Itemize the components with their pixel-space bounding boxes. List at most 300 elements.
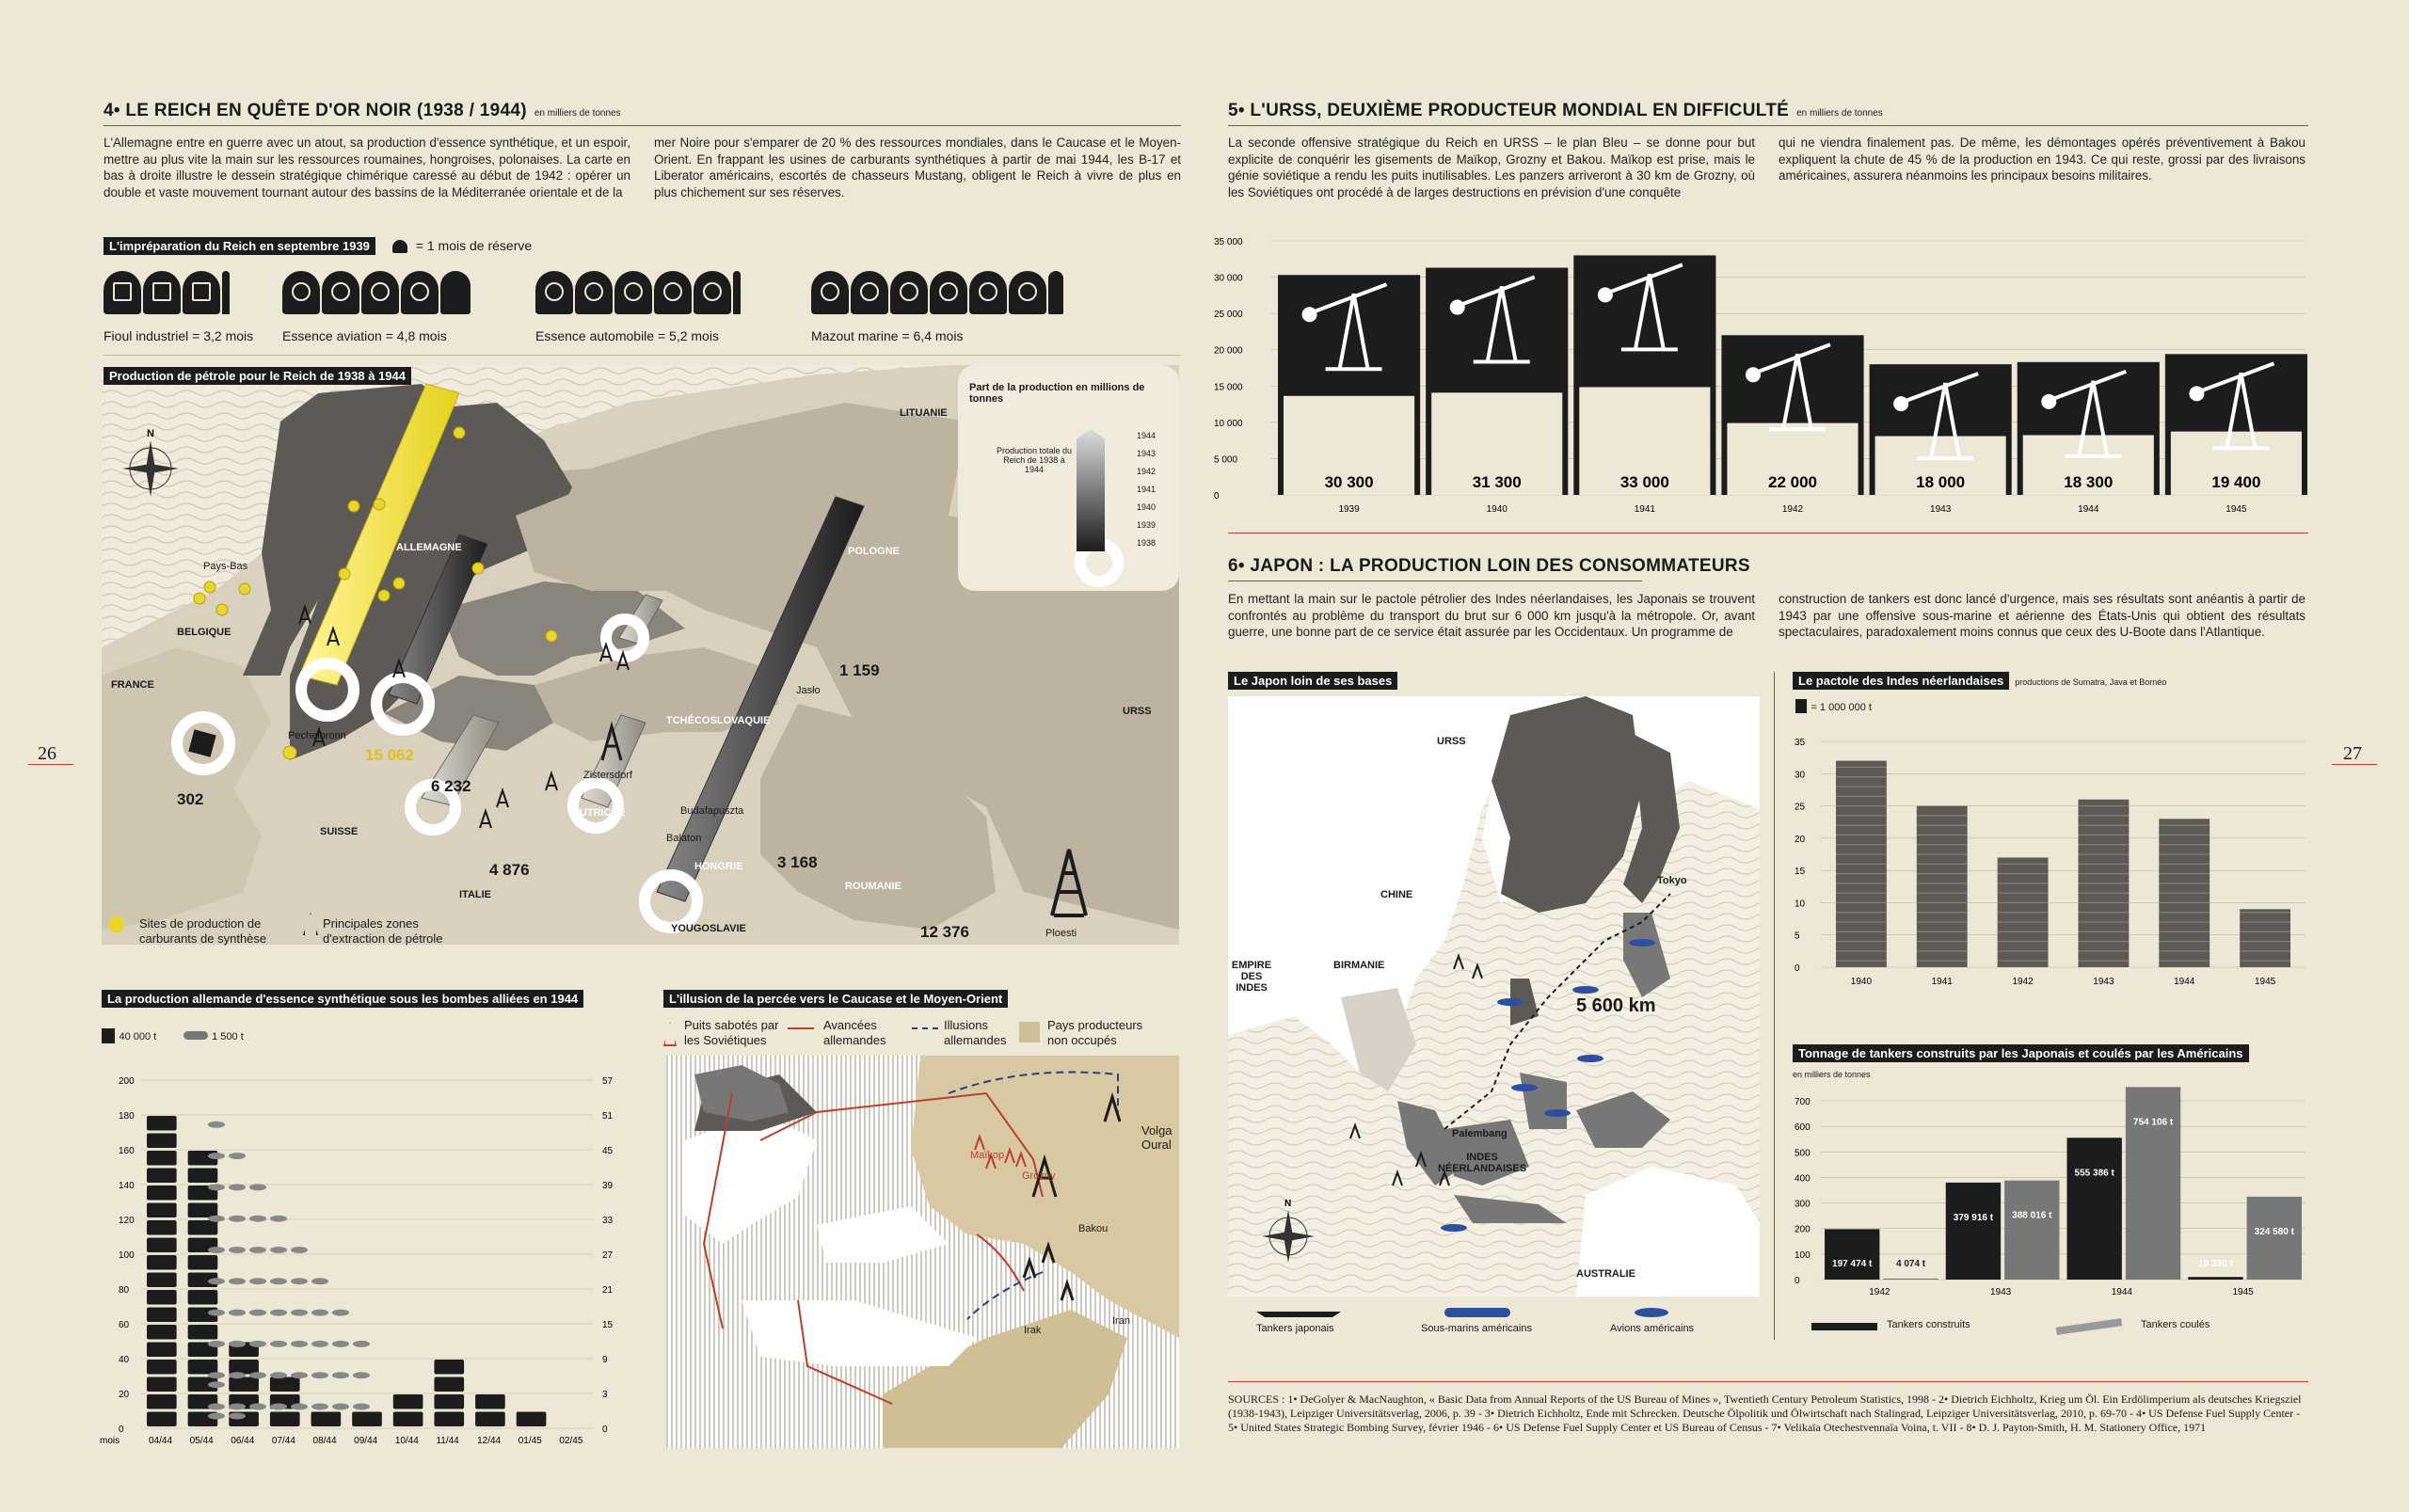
map1-legend-stack (1077, 429, 1105, 551)
y-tick-label: 25 000 (1214, 310, 1243, 321)
reserve-barrel (222, 271, 230, 314)
propeller-icon (371, 282, 390, 301)
bomb-mark (208, 1184, 225, 1190)
y-tick-label: 100 (1795, 1249, 1811, 1261)
bomb-mark (208, 1310, 225, 1316)
x-tick-label: 1942 (2012, 977, 2034, 987)
bomb-mark (332, 1372, 349, 1378)
x-tick-label: 1939 (1338, 504, 1360, 515)
barrel-mark (229, 1360, 259, 1375)
y-tick-label: 300 (1795, 1199, 1811, 1210)
y-tick-label: 0 (1795, 963, 1800, 974)
y-tick-label: 20 (1795, 834, 1806, 845)
bomb-mark (353, 1341, 370, 1347)
bomb-mark (208, 1216, 225, 1222)
barrel-mark (147, 1412, 177, 1427)
propeller-icon (410, 282, 429, 301)
x-tick-label: 10/44 (394, 1436, 419, 1446)
map-production-reich (102, 365, 1179, 945)
tanker-sunk-icon (2056, 1318, 2122, 1335)
reserve-barrel (183, 271, 220, 314)
label-autriche: AUTRICHE (572, 807, 626, 819)
map1-title: Production de pétrole pour le Reich de 1938 à 1944 (104, 367, 411, 385)
legend-year: 1938 (1137, 538, 1157, 548)
label-roumanie: ROUMANIE (845, 881, 901, 892)
sources-rule (1228, 1381, 2308, 1382)
reserve-barrel (322, 271, 359, 314)
y-tick-label: 35 000 (1214, 237, 1243, 247)
section-4-rule (104, 125, 1181, 126)
bar-built-label: 197 474 t (1832, 1259, 1873, 1269)
map1-legend-synth: Sites de production de carburants de synthèse (139, 916, 267, 946)
barrel-mark (188, 1290, 218, 1305)
barrel-mark (434, 1394, 464, 1409)
bomb-mark (229, 1153, 246, 1159)
plane-icon (1635, 1308, 1668, 1317)
label-lituanie: LITUANIE (900, 407, 948, 419)
reserve-barrel (535, 271, 573, 314)
y-tick-label: 140 (119, 1181, 135, 1191)
y-tick-label: 30 (1795, 770, 1806, 781)
bar-sunk (2004, 1181, 2059, 1280)
unprep-label-aviation: Essence aviation = 4,8 mois (282, 328, 447, 343)
pumpjack-head (1450, 300, 1465, 315)
bar-built (2067, 1138, 2122, 1280)
y-tick-label: 180 (119, 1111, 135, 1122)
tankers-legend: Tankers construits Tankers coulés (1793, 1315, 2320, 1338)
bar-value-label: 18 300 (2064, 473, 2114, 491)
anchor-icon (939, 282, 958, 301)
y2-tick-label: 45 (602, 1146, 614, 1156)
x-tick-label: 1941 (1634, 504, 1655, 515)
bomb-mark (353, 1404, 370, 1410)
reserve-barrel (361, 271, 399, 314)
x-tick-label: 11/44 (436, 1436, 459, 1446)
bar-sunk-label: 324 580 t (2254, 1226, 2294, 1237)
bomb-mark (249, 1184, 266, 1190)
y-tick-label: 20 000 (1214, 345, 1243, 357)
wheel-icon (703, 282, 722, 301)
legend-year: 1942 (1137, 467, 1157, 476)
barrel-mark (147, 1203, 177, 1218)
x-tick-label: 1942 (1869, 1287, 1891, 1297)
barrel-mark (147, 1360, 177, 1375)
page-number-left: 26 (38, 743, 56, 764)
bomb-mark (229, 1372, 246, 1378)
x-tick-label: 04/44 (149, 1436, 173, 1446)
bomb-mark (208, 1404, 225, 1410)
value-allemagne-synth: 15 062 (365, 746, 414, 764)
bomb-mark (229, 1278, 246, 1284)
barrel-mark (393, 1412, 423, 1427)
pactole-chart (1783, 715, 2310, 997)
x-tick-label: 1940 (1486, 504, 1508, 515)
y-tick-label: 15 000 (1214, 382, 1243, 393)
section-6-text-col1: En mettant la main sur le pactole pétrolier des Indes néerlandaises, les Japonais se trouvent confrontés au problème du transport du brut sur 6 000 km jusqu'à la métropole. Or, avant guerre, une bonne part de ce service était assurée par les Occidentaux. Un programme de (1228, 592, 1755, 639)
section-6-text-col2: construction de tankers est donc lancé d'urgence, mais ses résultats sont anéantis à partir de 1943 par une offensive sous-marine et aérienne des États-Unis qui obtient des résultats spectaculaires, paradoxalement moins connus que ceux des U-Boote dans l'Atlantique. (1779, 592, 2305, 639)
bomb-mark (208, 1153, 225, 1159)
bomb-mark (311, 1310, 328, 1316)
label-grozny: Grozny (1022, 1170, 1056, 1182)
reserve-barrel (1009, 271, 1046, 314)
label-balaton: Balaton (666, 833, 702, 844)
barrel-mark (147, 1186, 177, 1201)
factory-icon (152, 282, 171, 301)
label-iran: Iran (1112, 1315, 1130, 1327)
barrel-mark (352, 1412, 382, 1427)
bomb-mark (291, 1341, 308, 1347)
barrel-mark (147, 1134, 177, 1149)
unprep-header: L'impréparation du Reich en septembre 1939 = 1 mois de réserve (104, 237, 532, 255)
map3-title: Le Japon loin de ses bases (1228, 672, 1397, 690)
y-tick-label: 5 000 (1214, 454, 1238, 466)
tankers-title: Tonnage de tankers construits par les Japonais et coulés par les Américains (1793, 1044, 2249, 1062)
barrel-icon (1795, 699, 1807, 713)
synth-chart-title: La production allemande d'essence synthétique sous les bombes alliées en 1944 (102, 990, 583, 1008)
pumpjack-head (1302, 307, 1317, 322)
y2-tick-label: 39 (602, 1181, 614, 1191)
bar-sunk (2126, 1087, 2180, 1280)
bomb-mark (249, 1404, 266, 1410)
section-4-text-col1: L'Allemagne entre en guerre avec un atout, sa production d'essence synthétique, et un espoir, mettre au plus vite la main sur les ressources roumaines, hongroises, polonaises. La carte en bas à droite illustre le dessein stratégique chimérique caressé au début de 1942 : opérer un double et vaste mouvement tournant autour des bassins de la Méditerranée orientale et de la (104, 135, 630, 199)
barrel-mark (311, 1412, 342, 1427)
barrel-mark (475, 1394, 505, 1409)
value-hongrie: 3 168 (777, 853, 818, 871)
label-indes-neerlandaises: INDES NÉERLANDAISES (1437, 1152, 1527, 1174)
map3-legend: Tankers japonais Sous-marins américains Avions américains (1228, 1306, 1760, 1340)
section-4-text-col2: mer Noire pour s'emparer de 20 % des ressources mondiales, dans le Caucase et le Moyen-Orient. En frappant les usines de carburants synthétiques à partir de mai 1944, les B-17 et Liberator américains, escortés de chasseurs Mustang, obligent le Reich à vivre de plus en plus chichement sur ses réserves. (654, 135, 1181, 199)
bomb-mark (270, 1341, 287, 1347)
anchor-icon (900, 282, 918, 301)
reserve-barrel (694, 271, 731, 314)
bomb-mark (270, 1247, 287, 1253)
pactole-legend: = 1 000 000 t (1795, 698, 1872, 715)
x-tick-label: 1941 (1931, 977, 1953, 987)
barrel-icon (392, 240, 407, 253)
reserve-barrel (654, 271, 692, 314)
unprep-label-mazout: Mazout marine = 6,4 mois (811, 328, 964, 343)
label-budafapuszta: Budafapuszta (680, 805, 744, 817)
bomb-mark (208, 1372, 225, 1378)
pumpjack-head (2189, 386, 2204, 401)
y2-tick-label: 33 (602, 1216, 614, 1226)
label-belgique: BELGIQUE (177, 627, 231, 638)
label-bakou: Bakou (1078, 1223, 1109, 1234)
bomb-mark (208, 1247, 225, 1253)
bar (1917, 806, 1968, 967)
barrel-mark (475, 1412, 505, 1427)
reserve-barrel (575, 271, 613, 314)
x-tick-label: 1944 (2078, 504, 2099, 515)
y2-tick-label: 0 (602, 1424, 608, 1435)
y-tick-label: 10 000 (1214, 418, 1243, 429)
bar-built (1825, 1229, 1879, 1280)
wheel-icon (663, 282, 682, 301)
y-tick-label: 120 (119, 1216, 135, 1226)
bomb-mark (311, 1404, 328, 1410)
map1-legend-total: Production totale du Reich de 1938 à 1944 (996, 446, 1073, 474)
barrel-mark (188, 1360, 218, 1375)
unprep-label-fioul: Fioul industriel = 3,2 mois (104, 328, 254, 343)
y-tick-label: 500 (1795, 1148, 1811, 1159)
bomb-mark (208, 1122, 225, 1128)
legend-year: 1939 (1137, 520, 1157, 530)
bar-sunk-label: 4 074 t (1895, 1259, 1926, 1269)
map1-legend-years (1137, 427, 1156, 552)
barrel-mark (147, 1238, 177, 1253)
section-5-rule (1228, 125, 2308, 126)
bomb-mark (229, 1404, 246, 1410)
barrel-mark (147, 1343, 177, 1358)
x-tick-label: 1943 (1930, 504, 1952, 515)
barrel-mark (188, 1325, 218, 1340)
page-rule-right (2332, 764, 2377, 765)
barrel-mark (147, 1290, 177, 1305)
label-pechelbronn: Pechelbronn (288, 730, 346, 741)
y2-tick-label: 15 (602, 1320, 614, 1330)
bomb-mark (332, 1341, 349, 1347)
barrel-mark (229, 1377, 259, 1393)
bomb-mark (270, 1216, 287, 1222)
barrel-mark (434, 1360, 464, 1375)
pactole-title: Le pactole des Indes néerlandaises productions de Sumatra, Java et Bornéo (1793, 672, 2166, 690)
label-palembang: Palembang (1452, 1128, 1508, 1139)
reserve-barrel (1048, 271, 1063, 314)
label-hongrie: HONGRIE (694, 861, 743, 872)
bomb-mark (249, 1310, 266, 1316)
factory-icon (192, 282, 211, 301)
value-allemagne: 6 232 (431, 777, 471, 795)
advance-arrow-icon (788, 1027, 814, 1029)
page-rule-left (28, 764, 73, 765)
synth-chart (94, 1052, 621, 1447)
bomb-mark (291, 1404, 308, 1410)
barrel-mark (147, 1394, 177, 1409)
x-tick-label: 1940 (1850, 977, 1873, 987)
sabotaged-well-icon (663, 1022, 677, 1046)
bomb-mark (249, 1372, 266, 1378)
bar-sunk (2247, 1197, 2302, 1280)
tanker-built-icon (1811, 1323, 1877, 1330)
bomb-mark (229, 1341, 246, 1347)
bomb-mark (249, 1341, 266, 1347)
svg-text:N: N (1284, 1199, 1292, 1209)
x-tick-label: 1945 (2254, 977, 2276, 987)
legend-year: 1944 (1137, 431, 1157, 440)
wheel-icon (624, 282, 643, 301)
barrel-mark (147, 1273, 177, 1288)
tankers-subtitle: en milliers de tonnes (1793, 1070, 1871, 1079)
x-tick-label: 07/44 (271, 1436, 295, 1446)
x-tick-label: 09/44 (354, 1436, 378, 1446)
x-tick-label: 1943 (1990, 1287, 2012, 1297)
bomb-mark (311, 1341, 328, 1347)
legend-year: 1943 (1137, 449, 1157, 458)
bomb-mark (270, 1372, 287, 1378)
value-france: 302 (177, 790, 204, 808)
sources: SOURCES : 1• DeGolyer & MacNaughton, « Basic Data from Annual Reports of the US Bureau of Mines », Twentieth Century Petroleum Statistics, 1998 - 2• Dietrich Eichholtz, Krieg um Öl. Ein Erdölimperium als deutsches Kriegsziel (1938-1943), Leipziger Universitätsverlag, 2006, p. 39 - 3• Dietrich Eichholtz, Ende mit Schrecken. Deutsche Ölpolitik und Ölwirtschaft nach Stalingrad, Leipziger Universitätsverlag, 2010, p. 69-70 - 4• US Defense Fuel Supply Center - 5• United States Strategic Bombing Survey, février 1946 - 6• US Defense Fuel Supply Center et US Bureau of Census - 7• Velikaïa Otechestvennaïa Voina, t. VII - 8• D. J. Payton-Smith, H. M. Stationery Office, 1971 (1228, 1393, 2302, 1434)
producer-swatch (1019, 1022, 1040, 1042)
column-divider (1774, 672, 1775, 1340)
pumpjack-head (2041, 394, 2056, 409)
x-tick-label: 02/45 (559, 1436, 583, 1446)
y-tick-label: 35 (1795, 738, 1806, 748)
barrel-mark (147, 1169, 177, 1184)
bar-value-label: 30 300 (1324, 473, 1374, 491)
bomb-mark (332, 1310, 349, 1316)
bar (2240, 909, 2290, 967)
x-tick-label: 05/44 (189, 1436, 214, 1446)
reserve-barrel (143, 271, 181, 314)
urss-chart (1214, 222, 2310, 525)
bomb-mark (229, 1247, 246, 1253)
bomb-icon (183, 1031, 208, 1040)
y2-tick-label: 9 (602, 1355, 608, 1365)
bomb-mark (311, 1278, 328, 1284)
barrel-mark (393, 1394, 423, 1409)
barrel-mark (147, 1325, 177, 1340)
label-chine: CHINE (1380, 889, 1413, 900)
label-yougoslavie: YOUGOSLAVIE (671, 923, 746, 934)
y-tick-label: 5 (1795, 931, 1800, 942)
bomb-mark (249, 1278, 266, 1284)
map-japon (1228, 696, 1760, 1297)
label-france: FRANCE (111, 679, 154, 691)
y-tick-label: 100 (119, 1250, 135, 1261)
bomb-mark (270, 1310, 287, 1316)
y-tick-label: 400 (1795, 1173, 1811, 1185)
x-tick-label: 1944 (2174, 977, 2195, 987)
y-tick-label: 60 (119, 1320, 130, 1330)
reserve-barrel (733, 271, 741, 314)
barrel-mark (147, 1308, 177, 1323)
y-tick-label: 200 (1795, 1224, 1811, 1235)
x-tick-label: 1944 (2111, 1287, 2132, 1297)
wheel-icon (545, 282, 564, 301)
pumpjack-head (1893, 396, 1908, 411)
map2-title: L'illusion de la percée vers le Caucase et le Moyen-Orient (663, 990, 1008, 1008)
x-tick-label: 1943 (2093, 977, 2114, 987)
label-tokyo: Tokyo (1657, 875, 1687, 886)
label-australie: AUSTRALIE (1576, 1268, 1635, 1280)
x-tick-label: 12/44 (477, 1436, 502, 1446)
label-maikop: Maïkop (970, 1150, 1005, 1161)
value-autriche: 4 876 (489, 861, 530, 879)
reserve-barrels (104, 271, 1139, 316)
barrel-mark (147, 1255, 177, 1270)
bomb-mark (208, 1278, 225, 1284)
reserve-barrel (104, 271, 141, 314)
bomb-mark (291, 1247, 308, 1253)
y-tick-label: 25 (1795, 802, 1806, 813)
y2-tick-label: 21 (602, 1285, 614, 1296)
barrel-mark (188, 1203, 218, 1218)
bar-value-label: 31 300 (1472, 473, 1522, 491)
section-5-text-col1: La seconde offensive stratégique du Reich en URSS – le plan Bleu – se donne pour but explicite de conquérir les gisements de Maïkop, Grozny et Bakou. Maïkop est prise, mais le génie soviétique a rendu les puits inutilisables. Les panzers arriveront à 30 km de Grozny, où les Soviétiques ont procédé à de larges destructions en prévision d'une conquête (1228, 135, 1755, 199)
svg-text:N: N (147, 428, 154, 439)
value-pologne: 1 159 (839, 661, 880, 679)
bar-sunk-label: 388 016 t (2012, 1210, 2052, 1221)
bomb-mark (270, 1278, 287, 1284)
y-tick-label: 40 (119, 1355, 130, 1365)
label-irak: Irak (1024, 1325, 1042, 1336)
x-tick-label: 08/44 (312, 1436, 337, 1446)
distance-label: 5 600 km (1576, 995, 1656, 1016)
propeller-icon (331, 282, 350, 301)
synth-legend: 40 000 t 1 500 t (102, 1027, 244, 1044)
pumpjack-head (1598, 287, 1613, 302)
propeller-icon (292, 282, 311, 301)
y-tick-label: 20 (119, 1390, 130, 1400)
x-tick-label: 1945 (2226, 504, 2247, 515)
barrel-mark (188, 1220, 218, 1235)
section-4-title: 4• LE REICH EN QUÊTE D'OR NOIR (1938 / 1944) en milliers de tonnes (104, 101, 621, 120)
x-axis-label: mois (100, 1436, 120, 1446)
reserve-barrel (930, 271, 967, 314)
anchor-icon (979, 282, 997, 301)
label-ploesti: Ploesti (1045, 928, 1077, 939)
unprep-rule (104, 355, 1181, 356)
factory-icon (113, 282, 132, 301)
y2-tick-label: 51 (602, 1111, 614, 1122)
x-tick-label: 1945 (2232, 1287, 2254, 1297)
bomb-mark (229, 1413, 246, 1420)
label-jaslo: Jasło (796, 685, 821, 696)
barrel-mark (188, 1255, 218, 1270)
reserve-barrel (282, 271, 320, 314)
y-tick-label: 15 (1795, 867, 1806, 878)
y-tick-label: 160 (119, 1146, 135, 1156)
barrel-mark (270, 1377, 300, 1393)
bar-sunk (1883, 1279, 1938, 1280)
y-tick-label: 200 (119, 1076, 135, 1087)
bar-built-label: 10 330 t (2198, 1259, 2233, 1269)
barrel-icon (102, 1028, 115, 1043)
label-urss: URSS (1123, 706, 1152, 717)
barrel-mark (147, 1220, 177, 1235)
bar-value-label: 18 000 (1916, 473, 1966, 491)
x-tick-label: 06/44 (231, 1436, 255, 1446)
y2-tick-label: 3 (602, 1390, 608, 1400)
value-roumanie: 12 376 (920, 923, 969, 941)
legend-year: 1941 (1137, 485, 1157, 494)
y-tick-label: 700 (1795, 1097, 1811, 1107)
y-tick-label: 0 (119, 1424, 124, 1435)
section-6-title: 6• JAPON : LA PRODUCTION LOIN DES CONSOMMATEURS (1228, 556, 1750, 576)
label-volga-oural: Volga Oural (1141, 1123, 1173, 1152)
label-zistersdorf: Zistersdorf (583, 770, 632, 781)
bomb-mark (229, 1216, 246, 1222)
tanker-icon (1256, 1308, 1341, 1317)
bomb-mark (311, 1372, 328, 1378)
barrel-mark (147, 1116, 177, 1131)
section-5-text-col2: qui ne viendra finalement pas. De même, les démontages opérés préventivement à Bakou expliquent la chute de 45 % de la production en 1943. Ce qui reste, grossi par des livraisons américaines, assurera néanmoins les principaux besoins militaires. (1779, 135, 2305, 183)
map-caucase (666, 1056, 1179, 1448)
barrel-mark (147, 1151, 177, 1166)
illusion-arrow-icon (912, 1027, 938, 1029)
y2-tick-label: 27 (602, 1250, 614, 1261)
y-tick-label: 80 (119, 1285, 130, 1296)
label-pologne: POLOGNE (848, 546, 901, 557)
y-tick-label: 10 (1795, 899, 1806, 910)
label-allemagne: ALLEMAGNE (396, 542, 462, 553)
bomb-mark (208, 1413, 225, 1420)
reserve-barrel (890, 271, 928, 314)
bomb-mark (291, 1278, 308, 1284)
bomb-mark (332, 1404, 349, 1410)
y-tick-label: 0 (1795, 1276, 1800, 1286)
y-tick-label: 600 (1795, 1122, 1811, 1134)
